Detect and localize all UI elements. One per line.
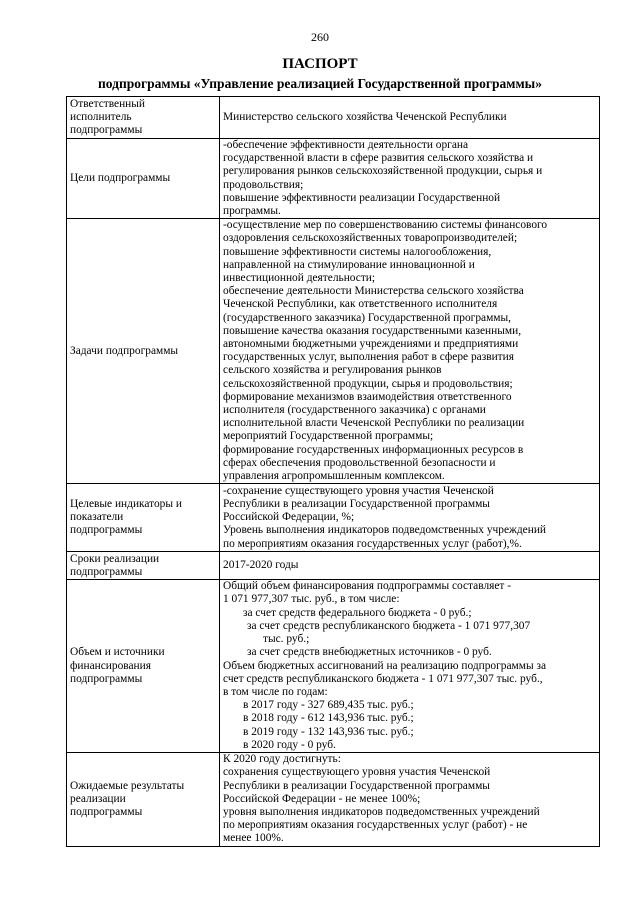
- row-label: Задачи подпрограммы: [67, 219, 220, 484]
- row-value: -обеспечение эффективности деятельности органа государственной власти в сфере развития сельского хозяйства и регулирования рынков сельскохозяйственной продукции, сырья и продовольствия; повышение эффективности реализации Государственной программы.: [220, 139, 600, 219]
- table-row: [67, 139, 600, 219]
- row-value: Общий объем финансирования подпрограммы составляет - 1 071 977,307 тыс. руб., в том числе: за счет средств федерального бюджета - 0 руб.; за счет средств республиканского бюджета - 1 071 977,307 тыс. руб.; за счет средств внебюджетных источников - 0 руб. Объем бюджетных ассигнований на реализацию подпрограммы за счет средств республиканского бюджета - 1 071 977,307 тыс. руб., в том числе по годам: в 2017 году - 327 689,435 тыс. руб.; в 2018 году - 612 143,936 тыс. руб.; в 2019 году - 132 143,936 тыс. руб.; в 2020 году - 0 руб.: [220, 580, 600, 753]
- table-row: [67, 580, 600, 753]
- row-value: -сохранение существующего уровня участия Чеченской Республики в реализации Государственной программы Российской Федерации, %; Уровень выполнения индикаторов подведомственных учреждений по мероприятиям оказания государственных услуг (работ),%.: [220, 484, 600, 552]
- row-label: Цели подпрограммы: [67, 139, 220, 219]
- row-value: -осуществление мер по совершенствованию системы финансового оздоровления сельскохозяйственных товаропроизводителей; повышение эффективности системы налогообложения, направленной на стимулирование инновационной и инвестиционной деятельности; обеспечение деятельности Министерства сельского хозяйства Чеченской Республики, как ответственного исполнителя (государственного заказчика) Государственной программы, повышение качества оказания государственными казенными, автономными бюджетными учреждениями и предприятиями государственных услуг, выполнения работ в сфере развития сельского хозяйства и регулирования рынков сельскохозяйственной продукции, сырья и продовольствия; формирование механизмов взаимодействия ответственного исполнителя (государственного заказчика) с органами исполнительной власти Чеченской Республики по реализации мероприятий Государственной программы; формирование государственных информационных ресурсов в сферах обеспечения продовольственной безопасности и управления агропромышленным комплексом.: [220, 219, 600, 484]
- row-label: Ожидаемые результаты реализации подпрограммы: [67, 752, 220, 846]
- row-label: Ответственный исполнитель подпрограммы: [67, 97, 220, 139]
- row-value: К 2020 году достигнуть: сохранения существующего уровня участия Чеченской Республики в реализации Государственной программы Российской Федерации - не менее 100%; уровня выполнения индикаторов подведомственных учреждений по мероприятиям оказания государственных услуг (работ) - не менее 100%.: [220, 752, 600, 846]
- document-subtitle: подпрограммы «Управление реализацией Государственной программы»: [98, 76, 542, 91]
- table-row: [67, 219, 600, 484]
- passport-table: [66, 96, 600, 847]
- page-number: 260: [311, 30, 329, 44]
- row-label: Объем и источники финансирования подпрограммы: [67, 580, 220, 753]
- table-row: [67, 484, 600, 552]
- row-label: Сроки реализации подпрограммы: [67, 552, 220, 580]
- table-row: [67, 752, 600, 846]
- document-title: ПАСПОРТ: [282, 56, 358, 72]
- table-row: [67, 97, 600, 139]
- row-label: Целевые индикаторы и показатели подпрограммы: [67, 484, 220, 552]
- row-value: Министерство сельского хозяйства Чеченской Республики: [220, 97, 600, 139]
- row-value: 2017-2020 годы: [220, 552, 600, 580]
- table-row: [67, 552, 600, 580]
